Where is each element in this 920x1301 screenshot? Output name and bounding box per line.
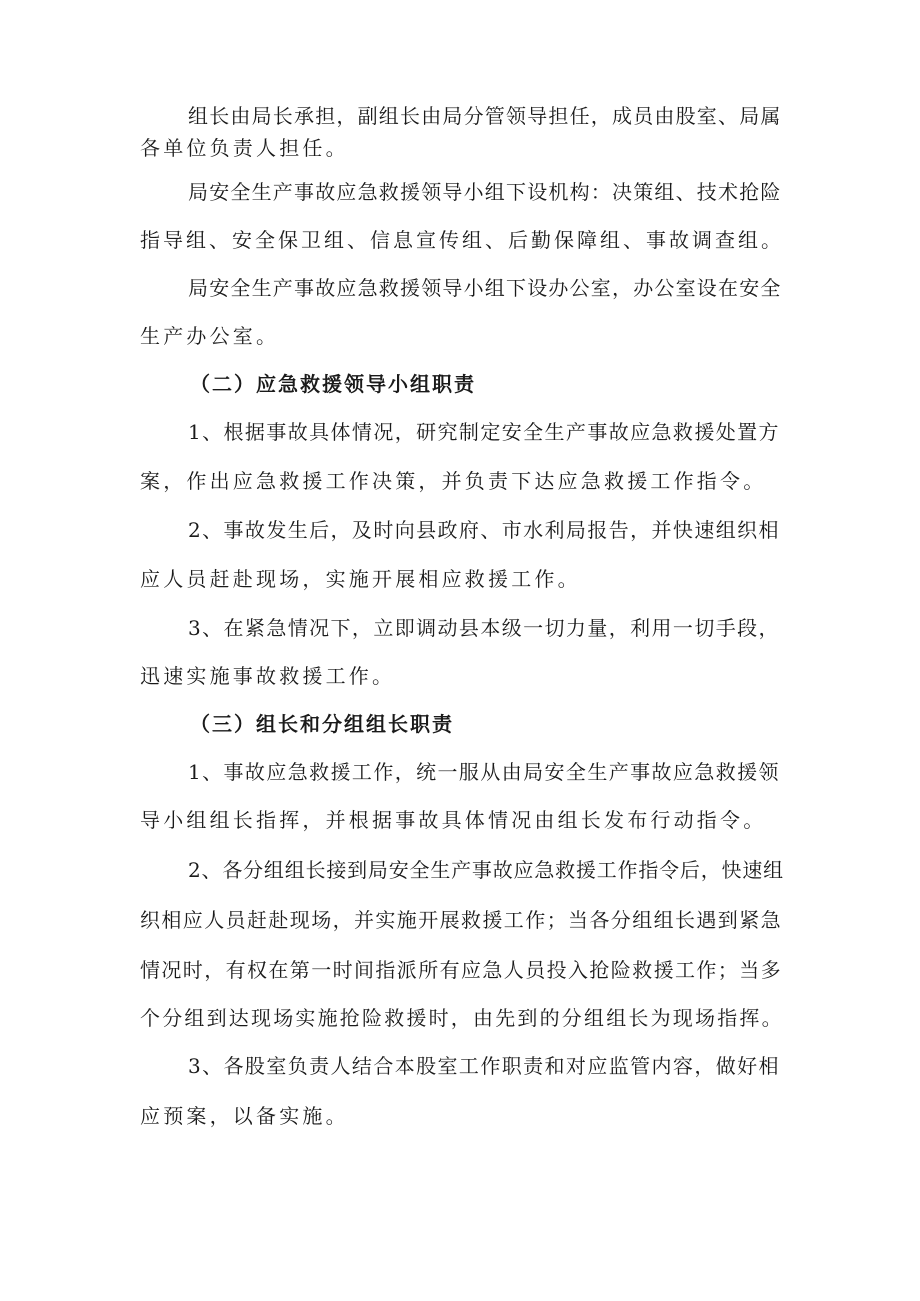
paragraph-2-line-1: 局安全生产事故应急救援领导小组下设机构：决策组、技术抢险 (188, 180, 782, 204)
paragraph-3-line-2: 生产办公室。 (140, 324, 280, 348)
duty-item-2-line-2: 应人员赶赴现场，实施开展相应救援工作。 (140, 567, 581, 591)
leader-duty-2-line-2: 织相应人员赶赴现场，并实施开展救援工作；当各分组组长遇到紧急 (140, 908, 782, 932)
duty-item-1-line-2: 案，作出应急救援工作决策，并负责下达应急救援工作指令。 (140, 469, 767, 493)
section-heading-2: （二）应急救援领导小组职责 (190, 372, 476, 396)
leader-duty-1-line-2: 导小组组长指挥，并根据事故具体情况由组长发布行动指令。 (140, 808, 767, 832)
leader-duty-2-line-4: 个分组到达现场实施抢险救援时，由先到的分组组长为现场指挥。 (140, 1006, 784, 1030)
duty-item-2-line-1: 2、事故发生后，及时向县政府、市水利局报告，并快速组织相 (188, 518, 780, 542)
duty-item-3-line-1: 3、在紧急情况下，立即调动县本级一切力量，利用一切手段， (188, 616, 780, 640)
leader-duty-3-line-1: 3、各股室负责人结合本股室工作职责和对应监管内容，做好相 (188, 1054, 780, 1078)
duty-item-1-line-1: 1、根据事故具体情况，研究制定安全生产事故应急救援处置方 (188, 420, 780, 444)
duty-item-3-line-2: 迅速实施事故救援工作。 (140, 664, 396, 688)
paragraph-1-line-2: 各单位负责人担任。 (140, 136, 349, 160)
paragraph-3-line-1: 局安全生产事故应急救援领导小组下设办公室，办公室设在安全 (188, 276, 782, 300)
leader-duty-2-line-1: 2、各分组组长接到局安全生产事故应急救援工作指令后，快速组 (188, 858, 784, 882)
leader-duty-2-line-3: 情况时，有权在第一时间指派所有应急人员投入抢险救援工作；当多 (140, 958, 782, 982)
paragraph-2-line-2: 指导组、安全保卫组、信息宣传组、后勤保障组、事故调查组。 (140, 228, 784, 252)
leader-duty-3-line-2: 应预案，以备实施。 (140, 1104, 349, 1128)
paragraph-1-line-1: 组长由局长承担，副组长由局分管领导担任，成员由股室、局属 (188, 104, 782, 128)
leader-duty-1-line-1: 1、事故应急救援工作，统一服从由局安全生产事故应急救援领 (188, 760, 780, 784)
section-heading-3: （三）组长和分组组长职责 (190, 712, 454, 736)
